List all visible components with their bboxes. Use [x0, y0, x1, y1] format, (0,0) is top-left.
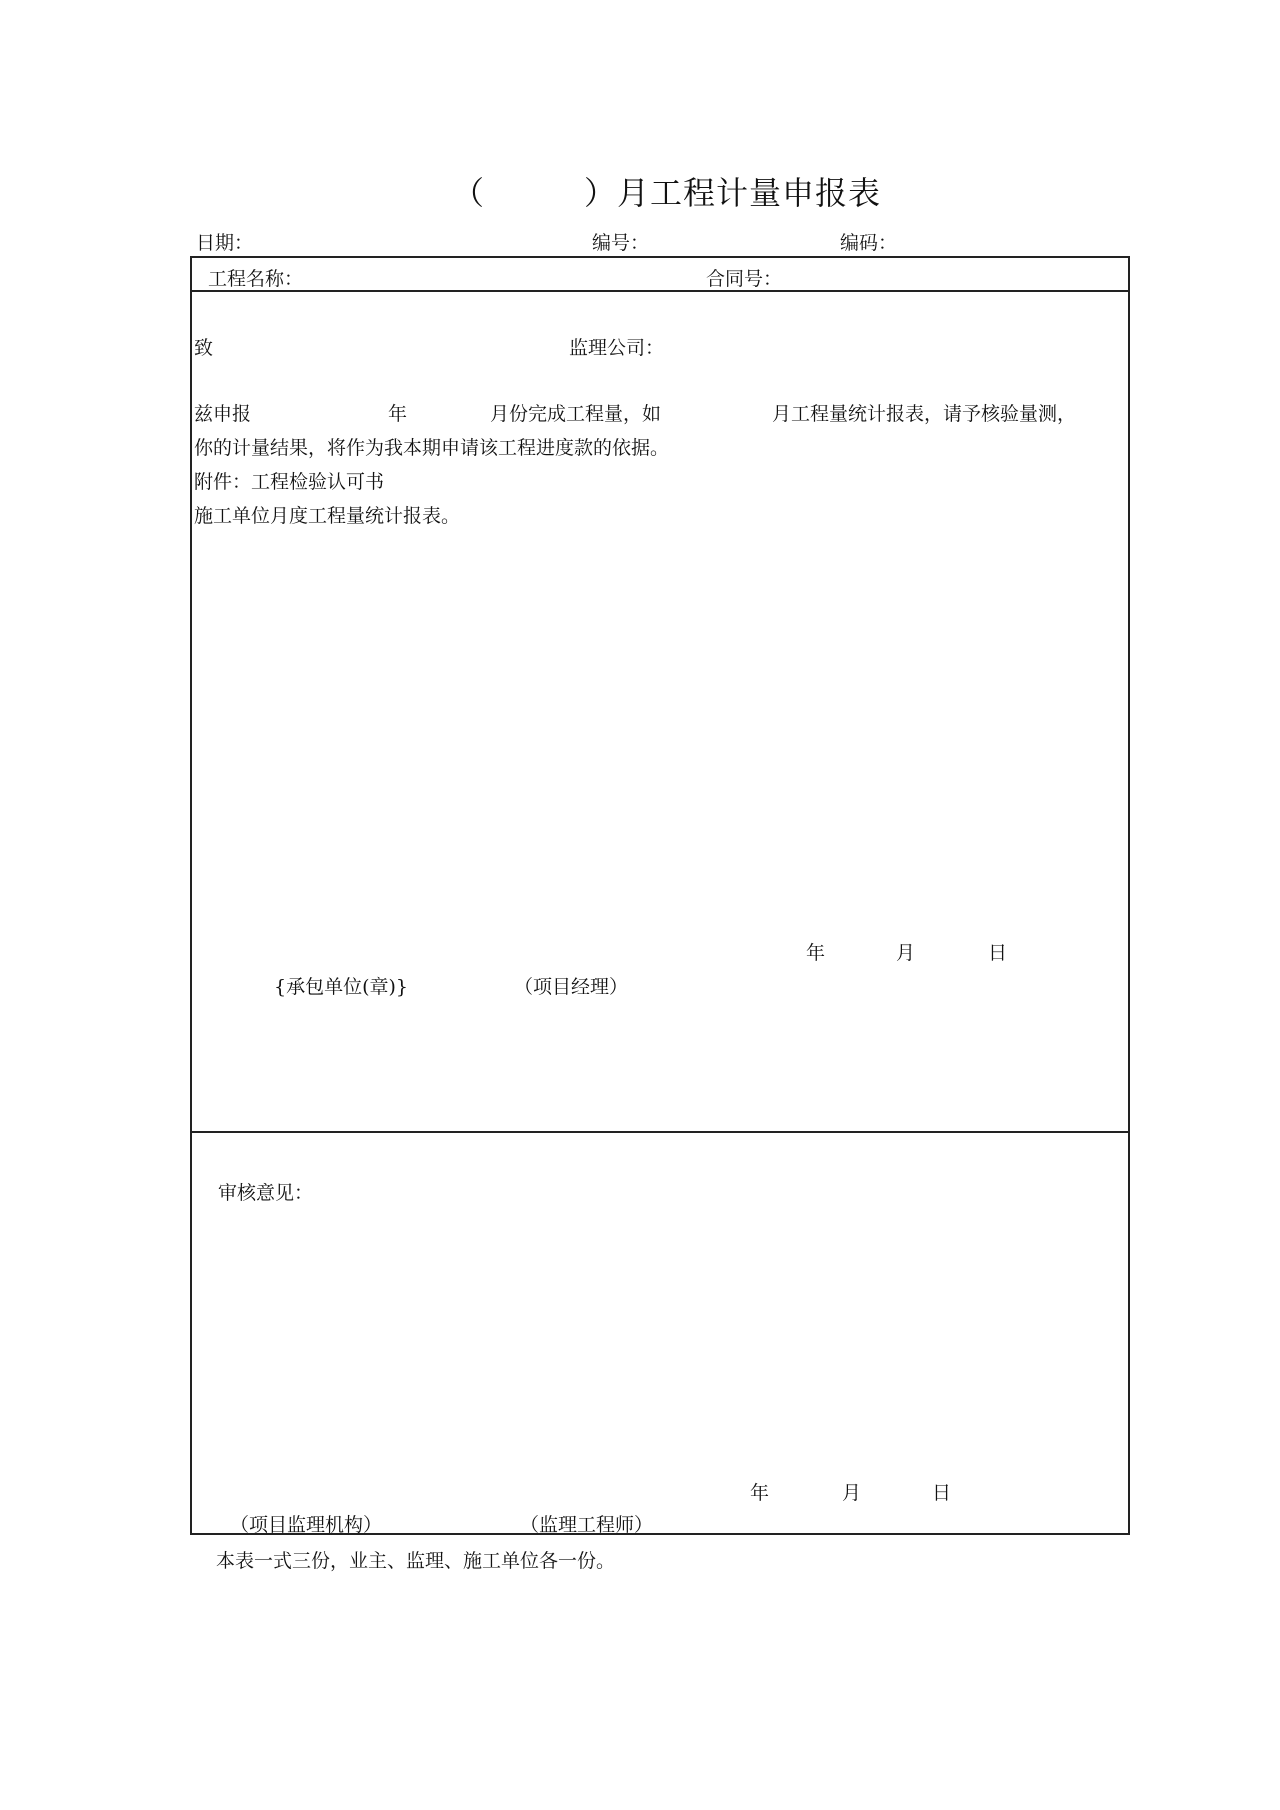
project-name-label: 工程名称：: [208, 268, 304, 290]
row-divider-review: [190, 1131, 1130, 1133]
attachment-line2: 施工单位月度工程量统计报表。: [194, 505, 461, 527]
footer-note: 本表一式三份，业主、监理、施工单位各一份。: [216, 1550, 616, 1572]
application-date-day: 日: [988, 942, 1008, 964]
supervision-engineer-label: （监理工程师）: [520, 1514, 654, 1536]
attachment-line1: 附件：工程检验认可书: [194, 471, 385, 493]
project-manager-label: （项目经理）: [514, 976, 629, 998]
review-date-day: 日: [932, 1482, 952, 1504]
application-line1-part2: 月份完成工程量，如: [490, 403, 662, 425]
contract-no-label: 合同号：: [706, 268, 783, 290]
application-line1-year: 年: [388, 403, 408, 425]
review-date-year: 年: [750, 1482, 770, 1504]
contractor-seal-label: {承包单位(章)}: [274, 976, 409, 998]
page-title: （ ）月工程计量申报表: [452, 174, 882, 212]
review-opinion-label: 审核意见：: [218, 1182, 314, 1204]
to-label: 致: [194, 337, 214, 359]
supervisor-company-label: 监理公司：: [569, 337, 665, 359]
application-line2: 你的计量结果，将作为我本期申请该工程进度款的依据。: [194, 437, 670, 459]
application-date-year: 年: [806, 942, 826, 964]
date-label: 日期：: [196, 232, 254, 254]
code-label: 编码：: [840, 232, 898, 254]
serial-no-label: 编号：: [592, 232, 650, 254]
row-divider-project: [190, 290, 1130, 292]
supervision-org-label: （项目监理机构）: [230, 1514, 383, 1536]
review-date-month: 月: [842, 1482, 862, 1504]
application-line1-part1: 兹申报: [194, 403, 252, 425]
application-line1-part3: 月工程量统计报表，请予核验量测，: [772, 403, 1077, 425]
application-date-month: 月: [896, 942, 916, 964]
